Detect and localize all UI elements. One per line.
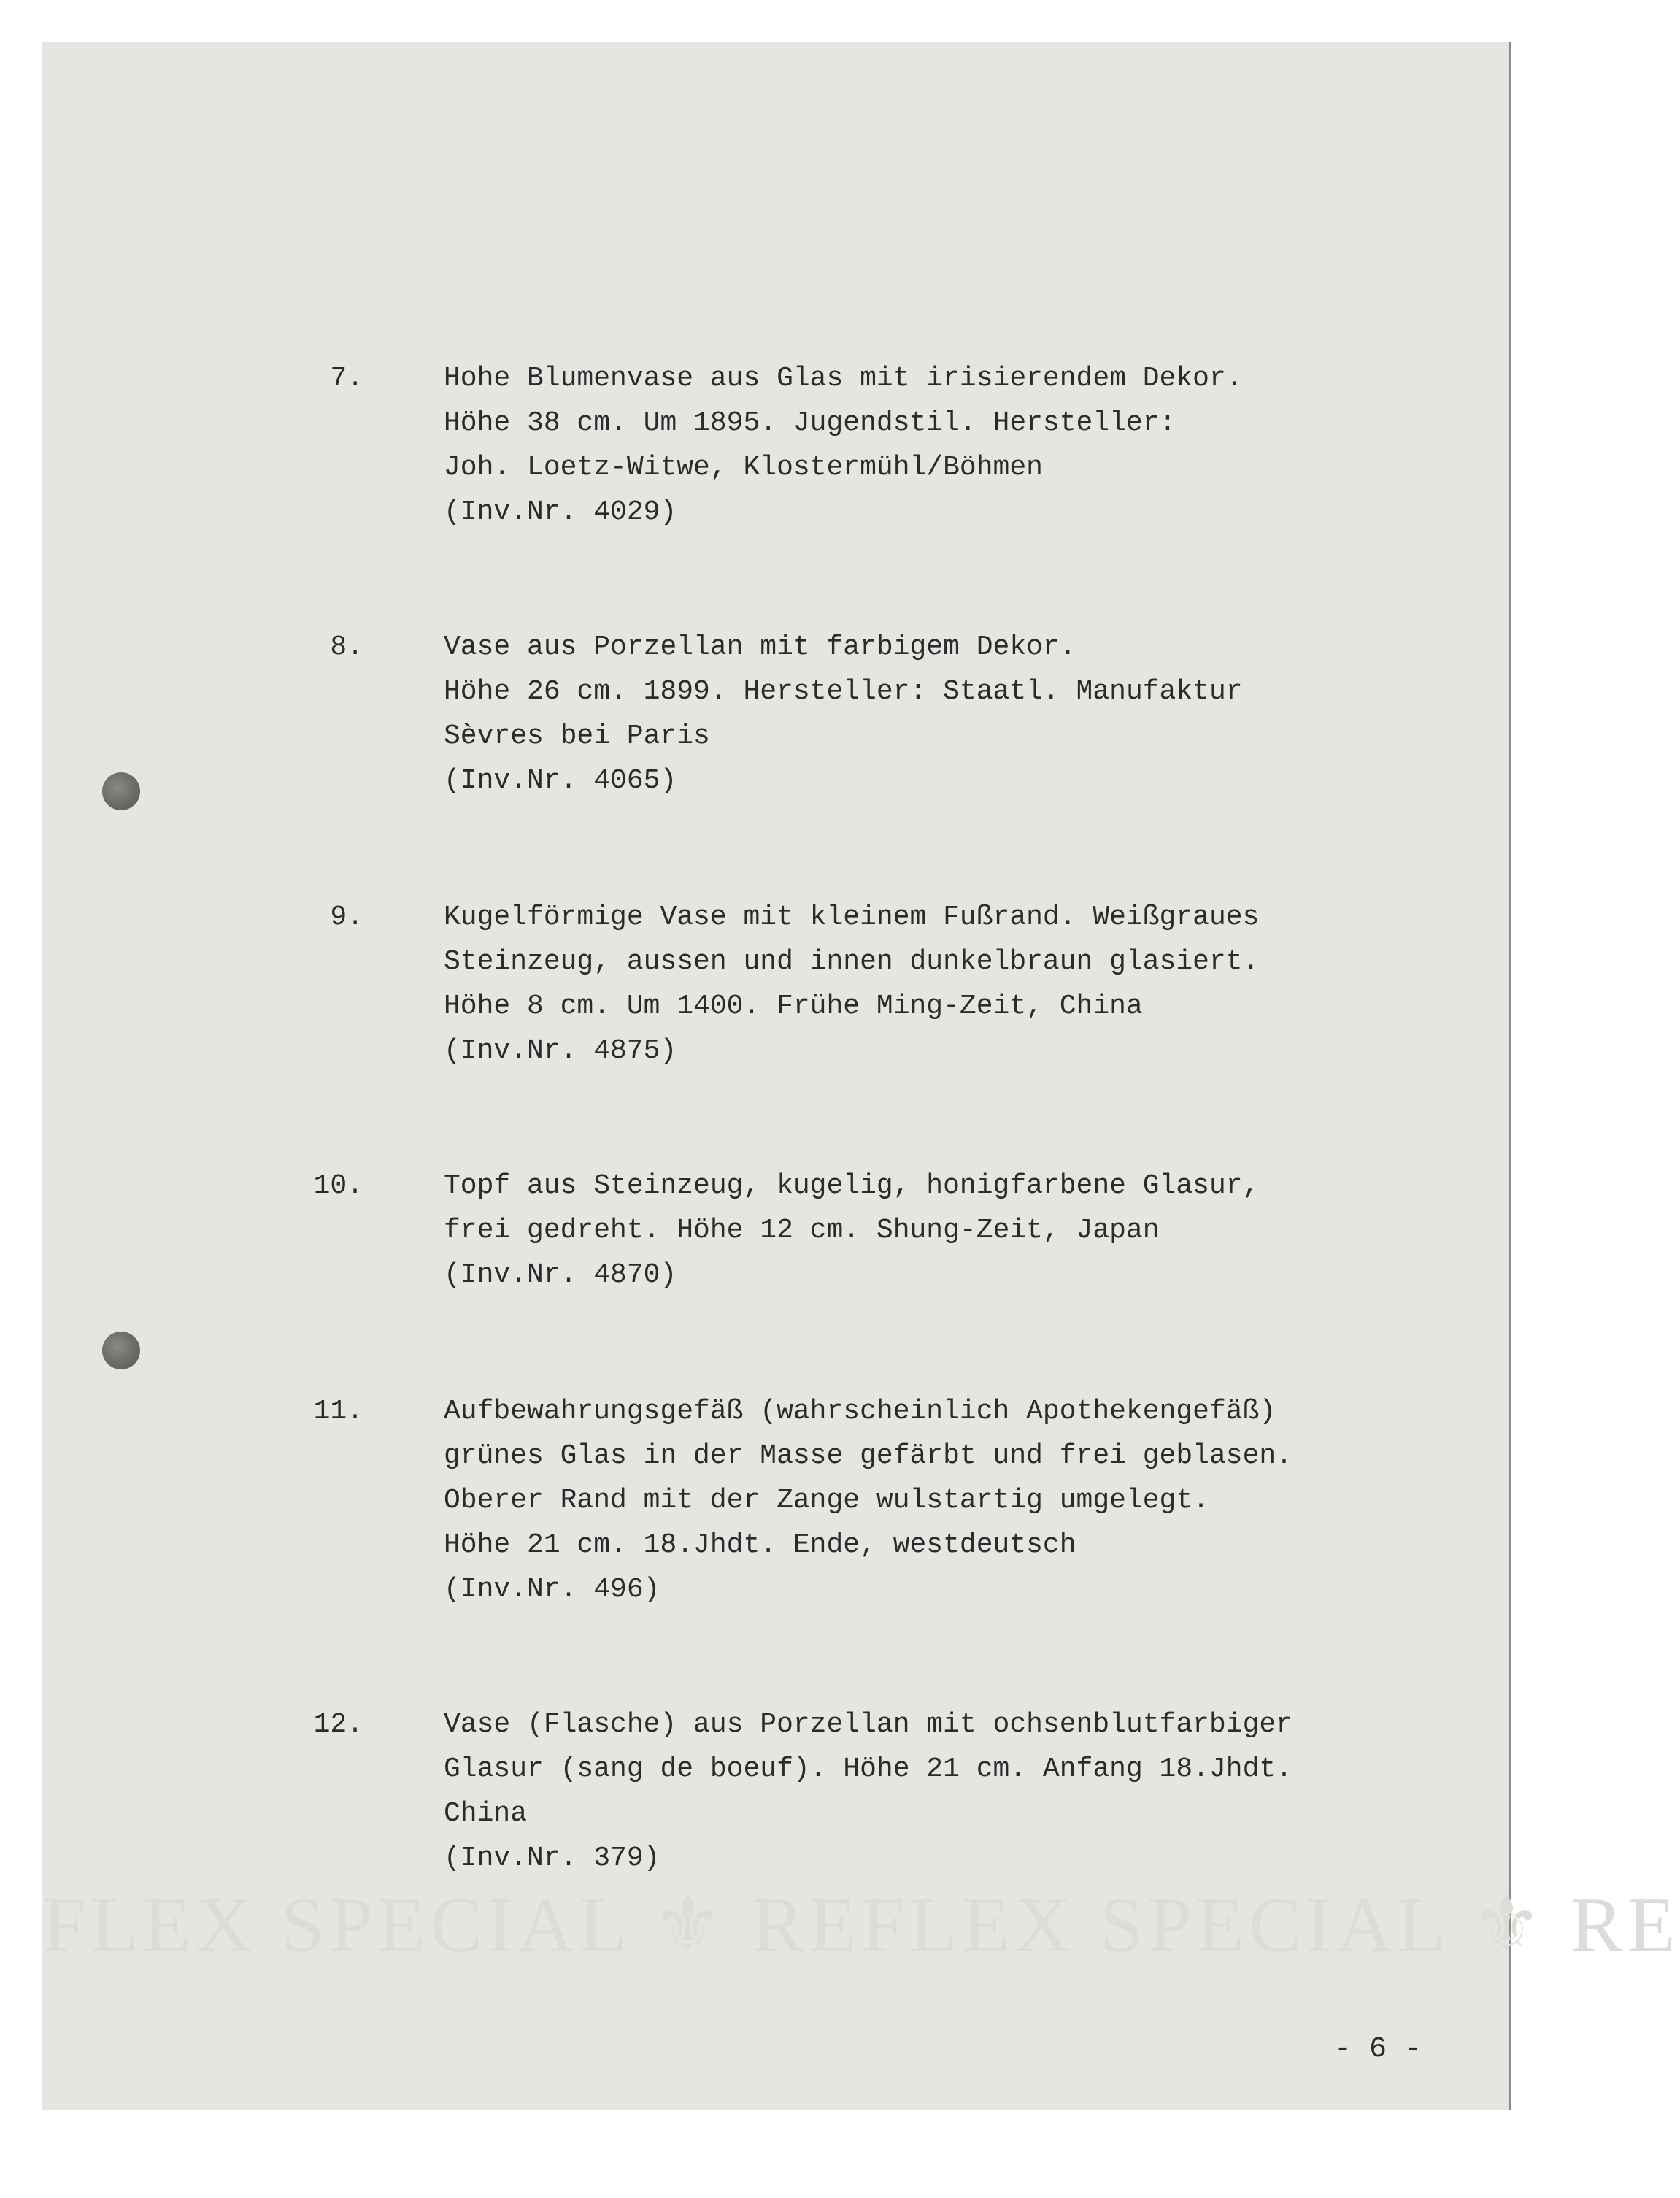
entry-line: frei gedreht. Höhe 12 cm. Shung-Zeit, Japan bbox=[444, 1215, 1160, 1246]
entry-line: grünes Glas in der Masse gefärbt und frei geblasen. bbox=[444, 1440, 1292, 1472]
entry-line: (Inv.Nr. 379) bbox=[444, 1842, 660, 1874]
entry-number: 10. bbox=[313, 1170, 363, 1202]
entry-line: Vase aus Porzellan mit farbigem Dekor. bbox=[444, 631, 1076, 663]
entry-line: (Inv.Nr. 4029) bbox=[444, 496, 677, 528]
entry-description bbox=[444, 1164, 1480, 1297]
entry-line: Vase (Flasche) aus Porzellan mit ochsenblutfarbiger bbox=[444, 1709, 1292, 1740]
entry-line: China bbox=[444, 1798, 528, 1829]
entry-line: Hohe Blumenvase aus Glas mit irisierendem Dekor. bbox=[444, 363, 1243, 394]
entry-line: (Inv.Nr. 4875) bbox=[444, 1035, 677, 1067]
entry-line: (Inv.Nr. 4870) bbox=[444, 1259, 677, 1291]
punch-hole-top bbox=[102, 772, 140, 810]
entry-line: Glasur (sang de boeuf). Höhe 21 cm. Anfang 18.Jhdt. bbox=[444, 1753, 1292, 1785]
entry-line: Höhe 8 cm. Um 1400. Frühe Ming-Zeit, China bbox=[444, 991, 1143, 1022]
punch-hole-bottom bbox=[102, 1332, 140, 1369]
entry-description bbox=[444, 356, 1480, 534]
entry-line: Höhe 38 cm. Um 1895. Jugendstil. Hersteller: bbox=[444, 407, 1176, 439]
entry-description bbox=[444, 1702, 1480, 1880]
entry-description bbox=[444, 895, 1480, 1073]
page-number: - 6 - bbox=[1333, 2033, 1422, 2066]
entry-line: Sèvres bei Paris bbox=[444, 721, 710, 752]
entry-description bbox=[444, 1389, 1480, 1612]
entry-number: 8. bbox=[330, 631, 363, 663]
entry-line: Oberer Rand mit der Zange wulstartig umgelegt. bbox=[444, 1485, 1209, 1516]
entry-number: 7. bbox=[330, 363, 363, 394]
entry-line: Topf aus Steinzeug, kugelig, honigfarbene Glasur, bbox=[444, 1170, 1260, 1202]
entry-line: Steinzeug, aussen und innen dunkelbraun glasiert. bbox=[444, 946, 1260, 977]
entry-line: (Inv.Nr. 496) bbox=[444, 1574, 660, 1605]
entry-line: Höhe 26 cm. 1899. Hersteller: Staatl. Manufaktur bbox=[444, 676, 1243, 707]
paper-watermark: FLEX SPECIAL ⚜ REFLEX SPECIAL ⚜ RE bbox=[42, 1882, 1680, 1969]
entry-line: Höhe 21 cm. 18.Jhdt. Ende, westdeutsch bbox=[444, 1529, 1076, 1561]
entry-number: 12. bbox=[313, 1709, 363, 1740]
entry-line: Kugelförmige Vase mit kleinem Fußrand. Weißgraues bbox=[444, 902, 1260, 933]
entry-number: 9. bbox=[330, 902, 363, 933]
entry-line: Aufbewahrungsgefäß (wahrscheinlich Apothekengefäß) bbox=[444, 1396, 1276, 1427]
entry-line: Joh. Loetz-Witwe, Klostermühl/Böhmen bbox=[444, 452, 1043, 483]
document-page bbox=[42, 42, 1680, 2110]
entry-description bbox=[444, 625, 1480, 803]
entry-number: 11. bbox=[313, 1396, 363, 1427]
entry-line: (Inv.Nr. 4065) bbox=[444, 765, 677, 796]
